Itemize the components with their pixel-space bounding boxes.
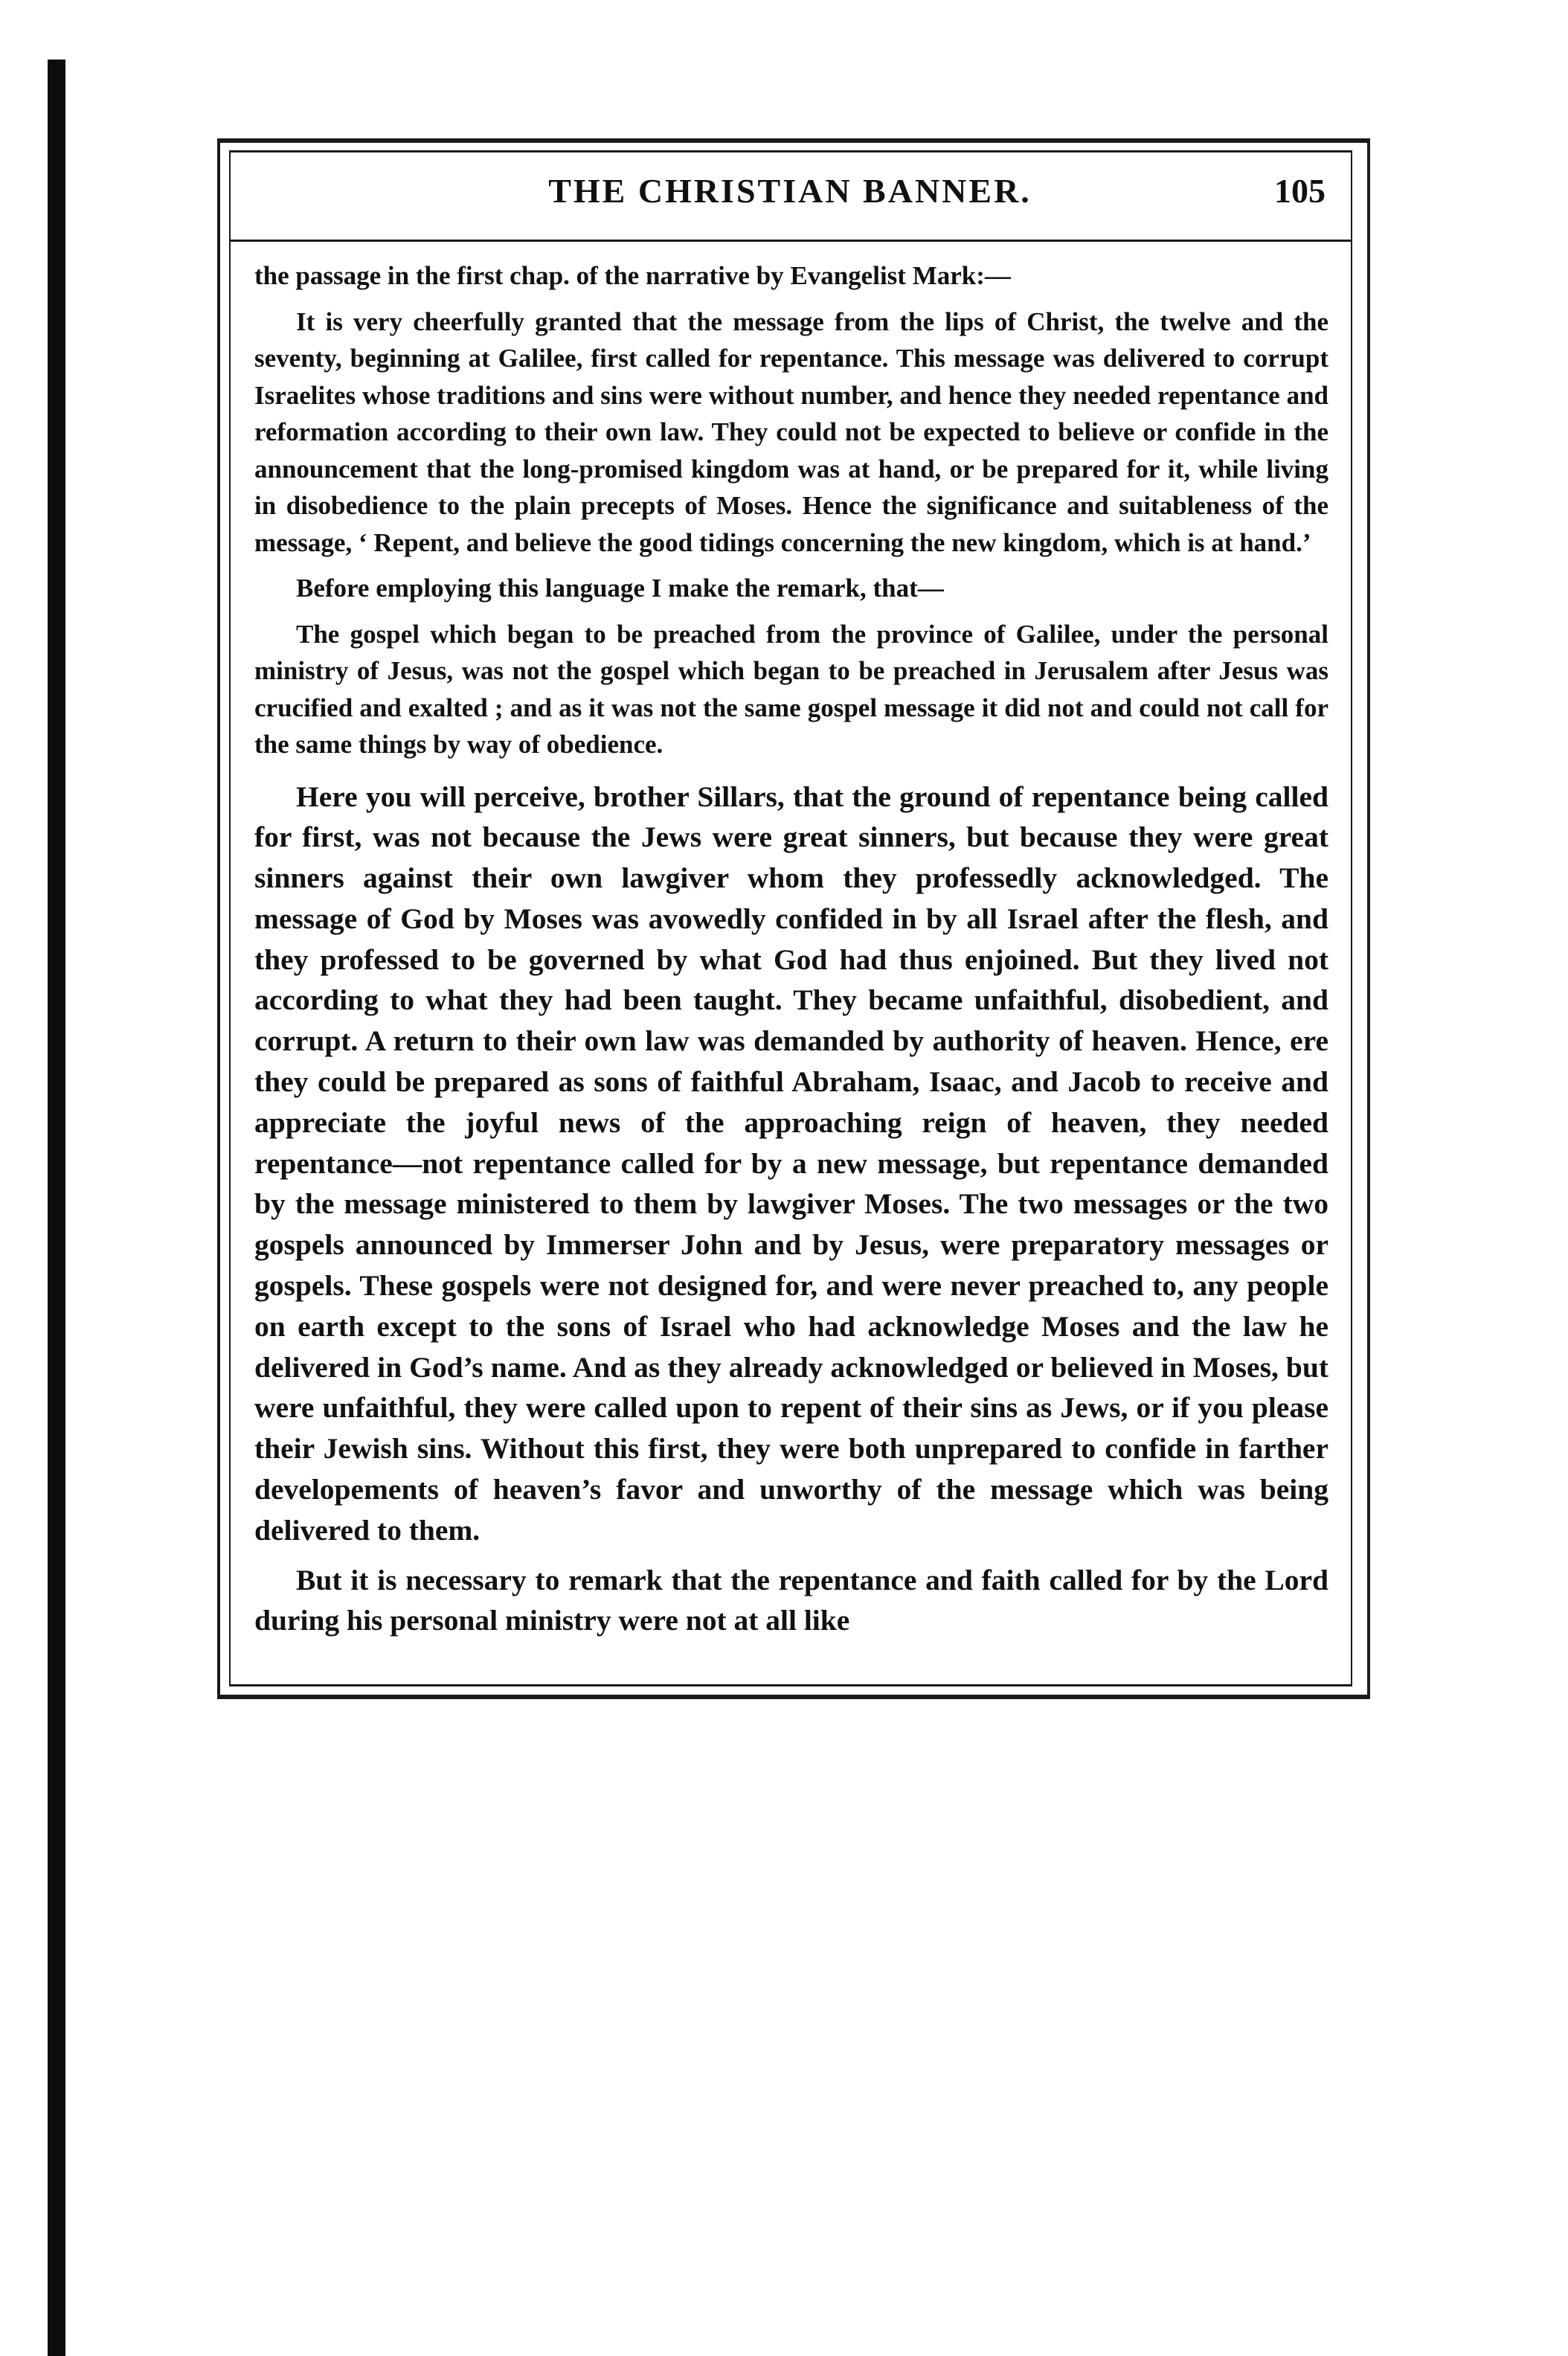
- left-border-outer: [217, 138, 220, 1699]
- running-title: THE CHRISTIAN BANNER.: [548, 172, 1032, 210]
- running-head: [247, 171, 1333, 231]
- article-body: [254, 257, 1328, 1641]
- page-frame: [217, 138, 1370, 1705]
- gospel-paragraph: The gospel which began to be preached from the province of Galilee, under the personal ministry of Jesus, was not the gospel which began to be preached in Jerusalem after Jesus was crucified and exalted ; and as it was not the same gospel message it did not and could not call for the same things by way of obedience.: [254, 619, 1328, 759]
- right-border-outer: [1367, 138, 1370, 1699]
- page-number: 105: [1274, 172, 1326, 210]
- header-divider: [231, 240, 1351, 242]
- quoted-paragraph: It is very cheerfully granted that the message from the lips of Christ, the twelve and the seventy, beginning at Galilee, first called for repentance. This message was delivered to corrupt Israelites whose traditions and sins were without number, and hence they needed repentance and reformation according to their own law. They could not be expected to believe or confide in the announcement that the long-promised kingdom was at hand, or be prepared for it, while living in disobedience to the plain precepts of Moses. Hence the significance and suitableness of the message, ‘ Repent, and believe the good tidings concerning the new kingdom, which is at hand.’: [254, 306, 1328, 557]
- right-border-inner: [1351, 150, 1352, 1686]
- intro-line: the passage in the first chap. of the narrative by Evangelist Mark:—: [254, 261, 1011, 290]
- final-paragraph: But it is necessary to remark that the repentance and faith called for by the Lord during his personal ministry were not at all like: [254, 1563, 1328, 1637]
- top-border-outer: [217, 138, 1370, 143]
- left-border-inner: [229, 150, 231, 1686]
- page-binding-shadow: [48, 60, 65, 2356]
- bottom-border-outer: [217, 1695, 1370, 1699]
- top-border-inner: [229, 150, 1352, 153]
- main-paragraph: Here you will perceive, brother Sillars, that the ground of repentance being called for first, was not because the Jews were great sinners, but because they were great sinners against their own lawgiver whom they professedly acknowledged. The message of God by Moses was avowedly confided in by all Israel after the flesh, and they professed to be governed by what God had thus enjoined. But they lived not according to what they had been taught. They became unfaithful, disobedient, and corrupt. A return to their own law was demanded by authority of heaven. Hence, ere they could be prepared as sons of faithful Abraham, Isaac, and Jacob to receive and appreciate the joyful news of the approaching reign of heaven, they needed repentance—not repentance called for by a new message, but repentance demanded by the message ministered to them by lawgiver Moses. The two messages or the two gospels announced by Immerser John and by Jesus, were preparatory messages or gospels. These gospels were not designed for, and were never preached to, any people on earth except to the sons of Israel who had acknowledge Moses and the law he delivered in God’s name. And as they already acknowledged or believed in Moses, but were unfaithful, they were called upon to repent of their sins as Jews, or if you please their Jewish sins. Without this first, they were both unprepared to confide in farther developements of heaven’s favor and unworthy of the message which was being delivered to them.: [254, 780, 1328, 1547]
- before-remark-paragraph: Before employing this language I make the remark, that—: [296, 574, 944, 603]
- bottom-border-inner: [229, 1684, 1352, 1686]
